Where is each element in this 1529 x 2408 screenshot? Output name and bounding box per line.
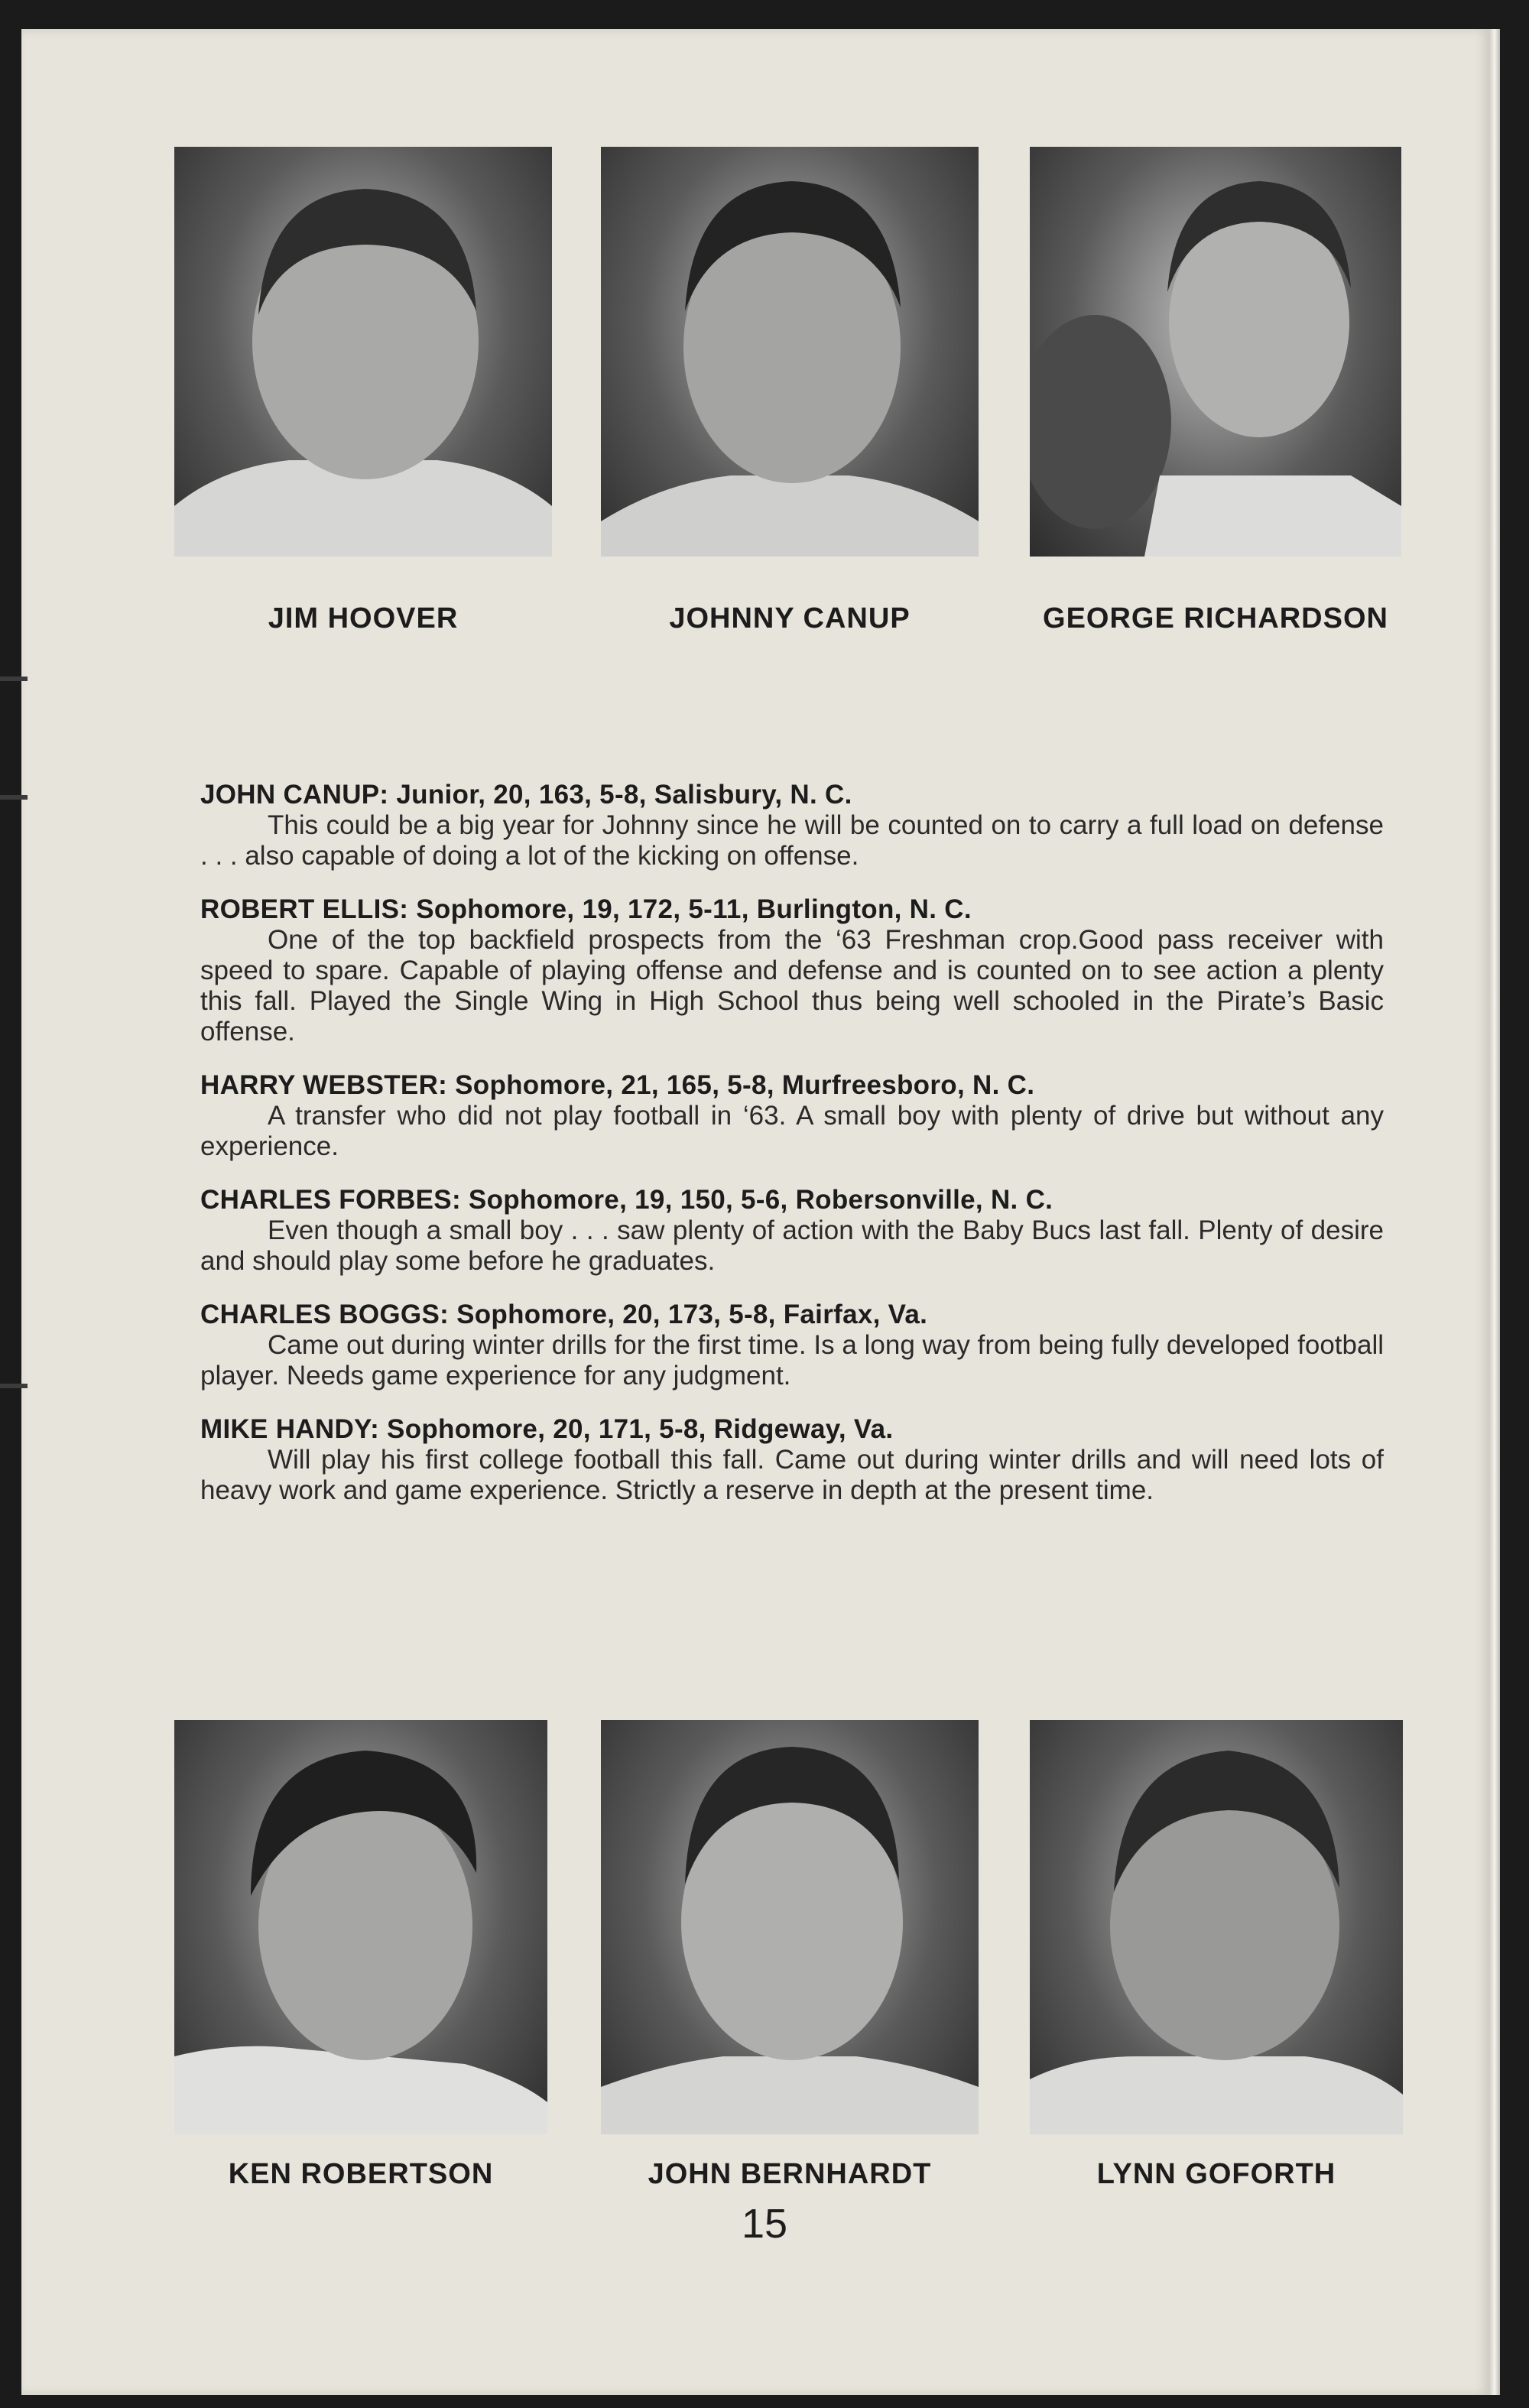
- bio-heading: HARRY WEBSTER: Sophomore, 21, 165, 5-8, Murfreesboro, N. C.: [200, 1070, 1035, 1100]
- page-edge: [1489, 29, 1500, 2395]
- player-photo-john-bernhardt: [601, 1720, 979, 2134]
- binding-mark: [0, 795, 28, 800]
- bio-text: Came out during winter drills for the first time. Is a long way from being fully developed football player. Needs game experience for any judgment.: [200, 1330, 1384, 1391]
- player-bios: [200, 780, 1384, 1529]
- photo-caption: JOHNNY CANUP: [669, 602, 911, 634]
- player-photo-johnny-canup: [601, 147, 979, 557]
- portrait-silhouette: [601, 1720, 979, 2134]
- photo-caption: KEN ROBERTSON: [228, 2158, 494, 2190]
- portrait-silhouette: [1030, 147, 1401, 557]
- bio-heading: JOHN CANUP: Junior, 20, 163, 5-8, Salisbury, N. C.: [200, 780, 852, 810]
- portrait-silhouette: [1030, 1720, 1403, 2134]
- bio-heading: CHARLES BOGGS: Sophomore, 20, 173, 5-8, Fairfax, Va.: [200, 1300, 928, 1329]
- portrait-silhouette: [601, 147, 979, 557]
- bio-entry: [200, 1070, 1384, 1162]
- player-photo-lynn-goforth: [1030, 1720, 1403, 2134]
- bio-entry: [200, 780, 1384, 871]
- bio-text: Will play his first college football this fall. Came out during winter drills and will need lots of heavy work and game experience. Strictly a reserve in depth at the present time.: [200, 1445, 1384, 1505]
- photo-caption: JIM HOOVER: [268, 602, 459, 634]
- bio-heading: CHARLES FORBES: Sophomore, 19, 150, 5-6, Robersonville, N. C.: [200, 1185, 1053, 1215]
- bio-entry: [200, 1300, 1384, 1391]
- bio-heading: ROBERT ELLIS: Sophomore, 19, 172, 5-11, Burlington, N. C.: [200, 894, 972, 924]
- photo-caption: LYNN GOFORTH: [1096, 2158, 1336, 2190]
- binding-mark: [0, 1384, 28, 1388]
- player-photo-ken-robertson: [174, 1720, 547, 2134]
- bio-text: A transfer who did not play football in ‘63. A small boy with plenty of drive but without any experience.: [200, 1101, 1384, 1161]
- bio-entry: [200, 894, 1384, 1047]
- page-number: 15: [741, 2201, 788, 2247]
- bio-text: One of the top backfield prospects from the ‘63 Freshman crop.Good pass receiver with speed to spare. Capable of playing offense and defense and is counted on to see action a plenty this fall. Played the Single Wing in High School thus being well schooled in the Pirate’s Basic offense.: [200, 925, 1384, 1047]
- bio-entry: [200, 1414, 1384, 1506]
- bio-text: Even though a small boy . . . saw plenty of action with the Baby Bucs last fall. Plenty of desire and should play some before he graduates.: [200, 1215, 1384, 1276]
- bio-text: This could be a big year for Johnny since he will be counted on to carry a full load on defense . . . also capable of doing a lot of the kicking on offense.: [200, 810, 1384, 871]
- player-photo-george-richardson: [1030, 147, 1401, 557]
- bio-heading: MIKE HANDY: Sophomore, 20, 171, 5-8, Ridgeway, Va.: [200, 1414, 894, 1444]
- binding-mark: [0, 677, 28, 681]
- photo-caption: JOHN BERNHARDT: [648, 2158, 932, 2190]
- bio-entry: [200, 1185, 1384, 1277]
- player-photo-jim-hoover: [174, 147, 552, 557]
- photo-caption: GEORGE RICHARDSON: [1043, 602, 1388, 634]
- portrait-silhouette: [174, 1720, 547, 2134]
- portrait-silhouette: [174, 147, 552, 557]
